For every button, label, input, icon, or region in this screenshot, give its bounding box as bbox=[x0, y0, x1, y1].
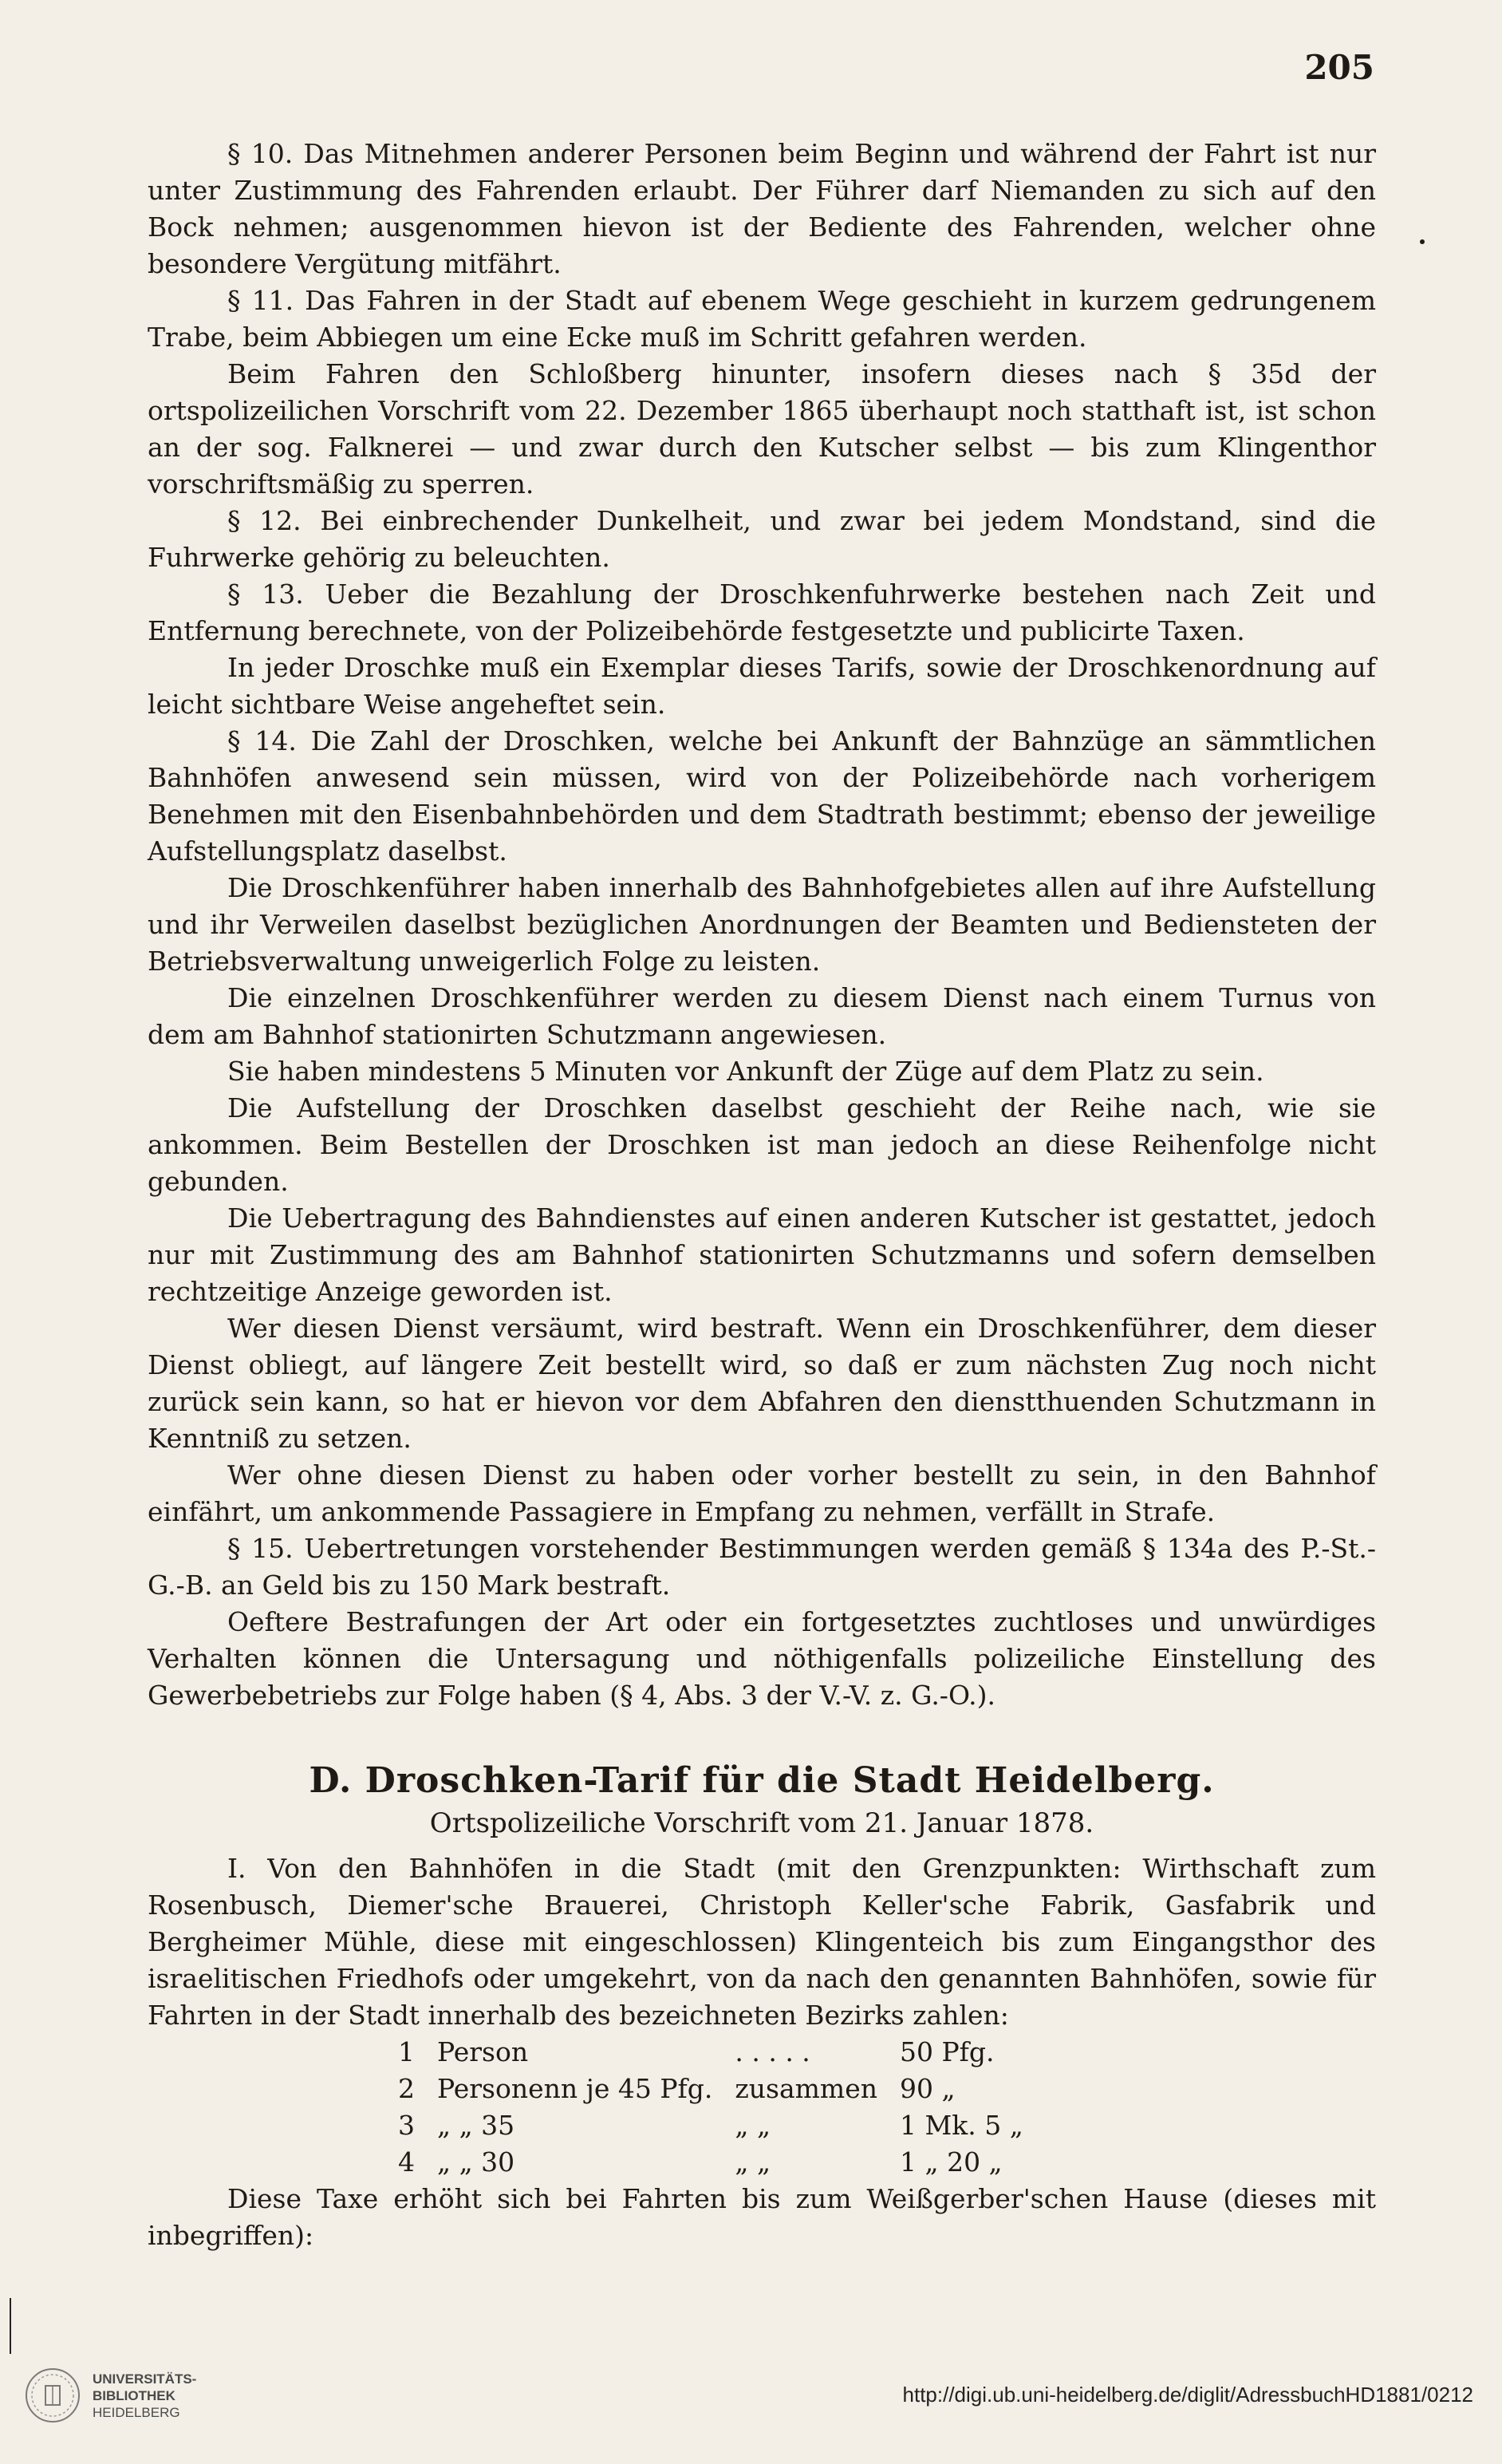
scan-edge-line bbox=[10, 2298, 11, 2354]
paragraph-11-cont: Beim Fahren den Schloßberg hinunter, insofern dieses nach § 35d der ortspolizeilichen Vorschrift vom 22. Dezember 1865 überhaupt noch statthaft ist, ist schon an der sog. Falknerei — und zwar durch den Kutscher selbst — bis zum Klingenthor vorschriftsmäßig zu sperren. bbox=[148, 358, 1376, 500]
tariff-rate: zusammen bbox=[735, 2073, 877, 2104]
paragraph-14-c: Sie haben mindestens 5 Minuten vor Ankunft der Züge auf dem Platz zu sein. bbox=[227, 1056, 1264, 1087]
library-logo[interactable] bbox=[24, 2367, 196, 2424]
tariff-row bbox=[387, 2034, 1035, 2071]
margin-dot bbox=[1420, 239, 1425, 244]
tariff-persons: Personenn je 45 Pfg. bbox=[437, 2073, 713, 2104]
paragraph-15: § 15. Uebertretungen vorstehender Bestimmungen werden gemäß § 134a des P.-St.-G.-B. an Geld bis zu 150 Mark bestraft. bbox=[148, 1533, 1376, 1601]
tariff-table bbox=[387, 2034, 1035, 2181]
footer bbox=[0, 2352, 1502, 2464]
tariff-count: 3 bbox=[398, 2110, 415, 2141]
paragraph-13-cont: In jeder Droschke muß ein Exemplar dieses Tarifs, sowie der Droschkenordnung auf leicht sichtbare Weise angeheftet sein. bbox=[148, 652, 1376, 720]
main-text bbox=[148, 136, 1376, 2254]
library-name bbox=[93, 2371, 196, 2421]
paragraph-14-d: Die Aufstellung der Droschken daselbst geschieht der Reihe nach, wie sie ankommen. Beim Bestellen der Droschken ist man jedoch an diese Reihenfolge nicht gebunden. bbox=[148, 1092, 1376, 1197]
paragraph-11: § 11. Das Fahren in der Stadt auf ebenem Wege geschieht in kurzem gedrungenem Trabe, beim Abbiegen um eine Ecke muß im Schritt gefahren werden. bbox=[148, 285, 1376, 353]
paragraph-15-cont: Oeftere Bestrafungen der Art oder ein fortgesetztes zuchtloses und unwürdiges Verhalten können die Untersagung und nöthigenfalls polizeiliche Einstellung des Gewerbebetriebs zur Folge haben (§ 4, Abs. 3 der V.-V. z. G.-O.). bbox=[148, 1606, 1376, 1711]
section-subtitle: Ortspolizeiliche Vorschrift vom 21. Januar 1878. bbox=[429, 1807, 1094, 1839]
tariff-rate: . . . . . bbox=[735, 2036, 810, 2067]
paragraph-10: § 10. Das Mitnehmen anderer Personen beim Beginn und während der Fahrt ist nur unter Zustimmung des Fahrenden erlaubt. Der Führer darf Niemanden zu sich auf den Bock nehmen; ausgenommen hievon ist der Bediente des Fahrenden, welcher ohne besondere Vergütung mitfährt. bbox=[148, 138, 1376, 279]
tariff-count: 1 bbox=[398, 2036, 415, 2067]
tariff-rate: „ „ bbox=[735, 2110, 771, 2141]
tariff-row bbox=[387, 2144, 1035, 2181]
paragraph-13: § 13. Ueber die Bezahlung der Droschkenfuhrwerke bestehen nach Zeit und Entfernung berechnete, von der Polizeibehörde festgesetzte und publicirte Taxen. bbox=[148, 578, 1376, 646]
tariff-count: 4 bbox=[398, 2146, 415, 2178]
paragraph-12: § 12. Bei einbrechender Dunkelheit, und zwar bei jedem Mondstand, sind die Fuhrwerke gehörig zu beleuchten. bbox=[148, 505, 1376, 573]
library-name-line1: UNIVERSITÄTS- bbox=[93, 2371, 197, 2387]
tariff-rate: „ „ bbox=[735, 2146, 771, 2178]
section-title: D. Droschken-Tarif für die Stadt Heidelberg. bbox=[309, 1760, 1215, 1801]
paragraph-14-b: Die einzelnen Droschkenführer werden zu diesem Dienst nach einem Turnus von dem am Bahnhof stationirten Schutzmann angewiesen. bbox=[148, 982, 1376, 1050]
tariff-row bbox=[387, 2107, 1035, 2144]
tariff-persons: „ „ 30 bbox=[437, 2146, 515, 2178]
paragraph-14: § 14. Die Zahl der Droschken, welche bei Ankunft der Bahnzüge an sämmtlichen Bahnhöfen anwesend sein müssen, wird von der Polizeibehörde nach vorherigem Benehmen mit den Eisenbahnbehörden und dem Stadtrath bestimmt; ebenso der jeweilige Aufstellungsplatz daselbst. bbox=[148, 725, 1376, 867]
tariff-total: 50 Pfg. bbox=[900, 2036, 995, 2067]
tariff-outro: Diese Taxe erhöht sich bei Fahrten bis zum Weißgerber'schen Hause (dieses mit inbegriffen): bbox=[148, 2183, 1376, 2251]
tariff-total: 1 „ 20 „ bbox=[900, 2146, 1003, 2178]
tariff-persons: Person bbox=[437, 2036, 529, 2067]
paragraph-14-e: Die Uebertragung des Bahndienstes auf einen anderen Kutscher ist gestattet, jedoch nur mit Zustimmung des am Bahnhof stationirten Schutzmanns und sofern demselben rechtzeitige Anzeige geworden ist. bbox=[148, 1202, 1376, 1307]
source-url-link[interactable]: http://digi.ub.uni-heidelberg.de/diglit/AdressbuchHD1881/0212 bbox=[902, 2383, 1473, 2407]
tariff-total: 1 Mk. 5 „ bbox=[900, 2110, 1023, 2141]
paragraph-14-a: Die Droschkenführer haben innerhalb des Bahnhofgebietes allen auf ihre Aufstellung und ihr Verweilen daselbst bezüglichen Anordnungen der Beamten und Bediensteten der Betriebsverwaltung unweigerlich Folge zu leisten. bbox=[148, 872, 1376, 977]
tariff-total: 90 „ bbox=[900, 2073, 956, 2104]
paragraph-14-f: Wer diesen Dienst versäumt, wird bestraft. Wenn ein Droschkenführer, dem dieser Dienst obliegt, auf längere Zeit bestellt wird, so daß er zum nächsten Zug noch nicht zurück sein kann, so hat er hievon vor dem Abfahren den dienstthuenden Schutzmann in Kenntniß zu setzen. bbox=[148, 1313, 1376, 1454]
library-seal-icon bbox=[24, 2367, 81, 2424]
tariff-persons: „ „ 35 bbox=[437, 2110, 515, 2141]
paragraph-14-g: Wer ohne diesen Dienst zu haben oder vorher bestellt zu sein, in den Bahnhof einfährt, um ankommende Passagiere in Empfang zu nehmen, verfällt in Strafe. bbox=[148, 1459, 1376, 1527]
library-name-line2: BIBLIOTHEK bbox=[93, 2387, 175, 2403]
page-number: 205 bbox=[1304, 48, 1374, 87]
tariff-intro: I. Von den Bahnhöfen in die Stadt (mit den Grenzpunkten: Wirthschaft zum Rosenbusch, Diemer'sche Brauerei, Christoph Keller'sche Fabrik, Gasfabrik und Bergheimer Mühle, diese mit eingeschlossen) Klingenteich bis zum Eingangsthor des israelitischen Friedhofs oder umgekehrt, von da nach den genannten Bahnhöfen, sowie für Fahrten in der Stadt innerhalb des bezeichneten Bezirks zahlen: bbox=[148, 1853, 1376, 2031]
tariff-count: 2 bbox=[398, 2073, 415, 2104]
tariff-row bbox=[387, 2071, 1035, 2107]
library-name-line3: HEIDELBERG bbox=[93, 2404, 180, 2420]
